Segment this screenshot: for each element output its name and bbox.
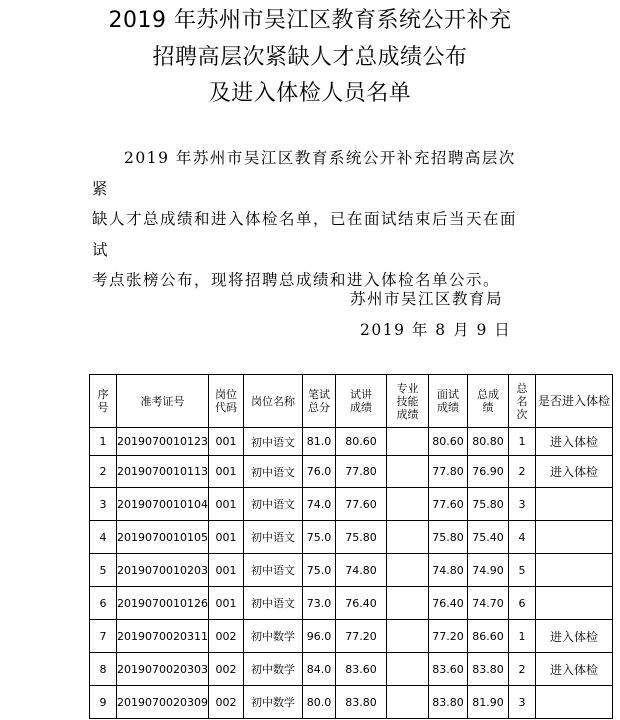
- cell-rank: 1: [508, 620, 535, 653]
- cell-skill-score: [386, 620, 428, 653]
- header-medical-exam: 是否进入体检: [535, 375, 612, 428]
- cell-written-score: 73.0: [302, 587, 335, 620]
- results-table: [89, 374, 613, 719]
- cell-no: 5: [90, 554, 117, 587]
- cell-written-score: 75.0: [302, 521, 335, 554]
- cell-exam-id: 2019070010203: [117, 554, 209, 587]
- cell-exam-id: 2019070020309: [117, 686, 209, 719]
- cell-written-score: 75.0: [302, 554, 335, 587]
- cell-position-code: 001: [208, 428, 243, 456]
- cell-written-score: 74.0: [302, 488, 335, 521]
- cell-position-code: 001: [208, 488, 243, 521]
- cell-exam-id: 2019070010126: [117, 587, 209, 620]
- cell-medical-exam: 进入体检: [535, 653, 612, 686]
- cell-medical-exam: 进入体检: [535, 456, 612, 488]
- cell-no: 1: [90, 428, 117, 456]
- cell-position-code: 001: [208, 521, 243, 554]
- cell-rank: 3: [508, 488, 535, 521]
- cell-medical-exam: 进入体检: [535, 620, 612, 653]
- cell-no: 2: [90, 456, 117, 488]
- header-position-name: 岗位名称: [243, 375, 302, 428]
- cell-written-score: 81.0: [302, 428, 335, 456]
- cell-interview-score: 77.60: [428, 488, 467, 521]
- cell-skill-score: [386, 456, 428, 488]
- cell-no: 8: [90, 653, 117, 686]
- header-lecture-score: 试讲 成绩: [335, 375, 386, 428]
- cell-exam-id: 2019070010104: [117, 488, 209, 521]
- header-written-score: 笔试 总分: [302, 375, 335, 428]
- cell-lecture-score: 74.80: [335, 554, 386, 587]
- cell-interview-score: 77.20: [428, 620, 467, 653]
- header-total-score: 总成 绩: [467, 375, 508, 428]
- cell-skill-score: [386, 554, 428, 587]
- cell-interview-score: 83.60: [428, 653, 467, 686]
- cell-skill-score: [386, 587, 428, 620]
- cell-exam-id: 2019070020303: [117, 653, 209, 686]
- cell-skill-score: [386, 686, 428, 719]
- cell-lecture-score: 80.60: [335, 428, 386, 456]
- header-rank: 总 名 次: [508, 375, 535, 428]
- cell-lecture-score: 83.60: [335, 653, 386, 686]
- cell-medical-exam: [535, 587, 612, 620]
- header-interview-score: 面试 成绩: [428, 375, 467, 428]
- cell-no: 7: [90, 620, 117, 653]
- cell-medical-exam: [535, 686, 612, 719]
- cell-interview-score: 75.80: [428, 521, 467, 554]
- cell-total-score: 83.80: [467, 653, 508, 686]
- cell-rank: 2: [508, 653, 535, 686]
- table-row: [90, 587, 613, 620]
- cell-total-score: 76.90: [467, 456, 508, 488]
- header-no: 序 号: [90, 375, 117, 428]
- cell-exam-id: 2019070010105: [117, 521, 209, 554]
- cell-rank: 5: [508, 554, 535, 587]
- cell-total-score: 81.90: [467, 686, 508, 719]
- cell-rank: 3: [508, 686, 535, 719]
- table-row: [90, 620, 613, 653]
- table-row: [90, 686, 613, 719]
- cell-no: 9: [90, 686, 117, 719]
- cell-total-score: 80.80: [467, 428, 508, 456]
- issue-date: 2019 年 8 月 9 日: [360, 321, 512, 339]
- cell-written-score: 80.0: [302, 686, 335, 719]
- cell-medical-exam: [535, 554, 612, 587]
- cell-no: 4: [90, 521, 117, 554]
- cell-total-score: 75.40: [467, 521, 508, 554]
- cell-medical-exam: [535, 521, 612, 554]
- cell-position-code: 001: [208, 554, 243, 587]
- cell-rank: 4: [508, 521, 535, 554]
- table-row: [90, 521, 613, 554]
- cell-total-score: 74.70: [467, 587, 508, 620]
- cell-rank: 2: [508, 456, 535, 488]
- cell-interview-score: 76.40: [428, 587, 467, 620]
- header-position-code: 岗位 代码: [208, 375, 243, 428]
- issuing-organization: 苏州市吴江区教育局: [350, 290, 504, 308]
- cell-no: 3: [90, 488, 117, 521]
- cell-interview-score: 74.80: [428, 554, 467, 587]
- cell-lecture-score: 83.80: [335, 686, 386, 719]
- cell-position-name: 初中语文: [243, 554, 302, 587]
- cell-skill-score: [386, 653, 428, 686]
- cell-skill-score: [386, 428, 428, 456]
- cell-total-score: 74.90: [467, 554, 508, 587]
- paragraph-line-2: 缺人才总成绩和进入体检名单，已在面试结束后当天在面试: [92, 210, 518, 259]
- cell-skill-score: [386, 521, 428, 554]
- cell-lecture-score: 77.20: [335, 620, 386, 653]
- cell-position-name: 初中数学: [243, 653, 302, 686]
- paragraph-line-1: 2019 年苏州市吴江区教育系统公开补充招聘高层次紧: [92, 149, 516, 198]
- paragraph-line-3: 考点张榜公布，现将招聘总成绩和进入体检名单公示。: [92, 271, 501, 289]
- cell-position-code: 002: [208, 653, 243, 686]
- cell-lecture-score: 77.60: [335, 488, 386, 521]
- cell-interview-score: 83.80: [428, 686, 467, 719]
- cell-rank: 1: [508, 428, 535, 456]
- cell-medical-exam: [535, 488, 612, 521]
- cell-written-score: 84.0: [302, 653, 335, 686]
- table-row: [90, 456, 613, 488]
- header-skill-score: 专业 技能 成绩: [386, 375, 428, 428]
- cell-lecture-score: 76.40: [335, 587, 386, 620]
- cell-skill-score: [386, 488, 428, 521]
- cell-medical-exam: 进入体检: [535, 428, 612, 456]
- cell-written-score: 76.0: [302, 456, 335, 488]
- cell-position-code: 002: [208, 620, 243, 653]
- cell-position-name: 初中数学: [243, 686, 302, 719]
- cell-no: 6: [90, 587, 117, 620]
- cell-exam-id: 2019070010113: [117, 456, 209, 488]
- title-line-2: 招聘高层次紧缺人才总成绩公布: [152, 45, 468, 70]
- announcement-paragraph: [92, 143, 532, 296]
- cell-position-name: 初中语文: [243, 521, 302, 554]
- title-line-3: 及进入体检人员名单: [208, 81, 412, 106]
- cell-position-code: 001: [208, 587, 243, 620]
- table-row: [90, 488, 613, 521]
- cell-lecture-score: 77.80: [335, 456, 386, 488]
- cell-exam-id: 2019070020311: [117, 620, 209, 653]
- cell-position-name: 初中语文: [243, 428, 302, 456]
- title-line-1: 2019 年苏州市吴江区教育系统公开补充: [108, 8, 512, 33]
- cell-position-name: 初中数学: [243, 620, 302, 653]
- cell-written-score: 96.0: [302, 620, 335, 653]
- header-exam-id: 准考证号: [117, 375, 209, 428]
- cell-position-name: 初中语文: [243, 488, 302, 521]
- cell-lecture-score: 75.80: [335, 521, 386, 554]
- table-row: [90, 554, 613, 587]
- cell-rank: 6: [508, 587, 535, 620]
- table-header-row: [90, 375, 613, 428]
- cell-total-score: 86.60: [467, 620, 508, 653]
- cell-position-name: 初中语文: [243, 587, 302, 620]
- table-row: [90, 653, 613, 686]
- cell-position-name: 初中语文: [243, 456, 302, 488]
- table-row: [90, 428, 613, 456]
- cell-position-code: 002: [208, 686, 243, 719]
- cell-position-code: 001: [208, 456, 243, 488]
- cell-interview-score: 77.80: [428, 456, 467, 488]
- cell-exam-id: 2019070010123: [117, 428, 209, 456]
- cell-interview-score: 80.60: [428, 428, 467, 456]
- cell-total-score: 75.80: [467, 488, 508, 521]
